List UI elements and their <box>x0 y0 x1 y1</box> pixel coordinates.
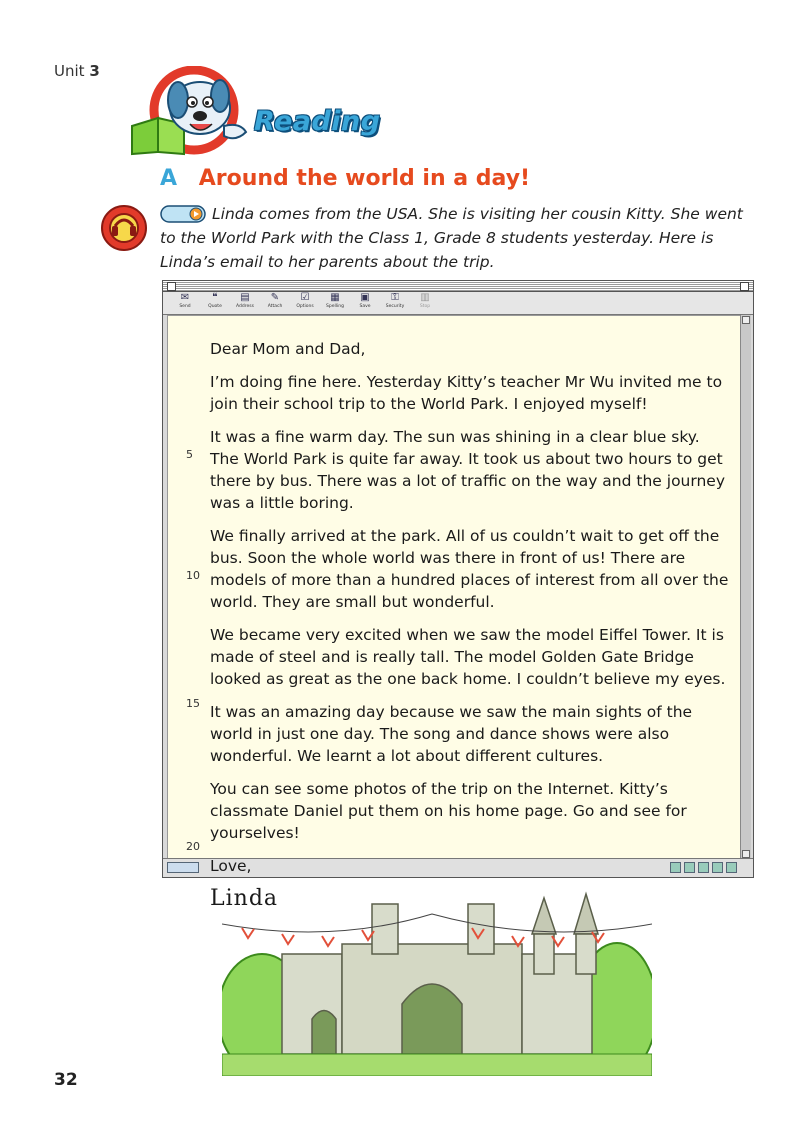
stop-icon: ▥ <box>420 292 430 303</box>
email-content <box>210 338 730 921</box>
scroll-down-icon[interactable] <box>742 850 750 858</box>
email-paragraph: I’m doing fine here. Yesterday Kitty’s teacher Mr Wu invited me to join their school trip to the World Park. I enjoyed myself! <box>210 373 723 413</box>
page-number: 32 <box>54 1070 78 1090</box>
heading-title: Around the world in a day! <box>198 166 531 191</box>
page-heading <box>160 166 530 191</box>
vertical-scrollbar[interactable] <box>740 315 751 859</box>
email-paragraph: It was an amazing day because we saw the main sights of the world in just one day. The song and dance shows were also wonderful. We learnt a lot about different cultures. <box>210 703 693 765</box>
audio-cd-icon[interactable] <box>100 204 148 252</box>
section-title: Reading <box>254 106 381 137</box>
toolbar-stop-button[interactable]: ▥ Stop <box>419 292 431 309</box>
email-toolbar <box>163 292 753 315</box>
toolbar-send-button[interactable]: ✉ Send <box>179 292 191 309</box>
email-greeting: Dear Mom and Dad, <box>210 340 366 358</box>
line-number: 20 <box>186 840 200 853</box>
spelling-icon: ▦ <box>330 292 340 303</box>
intro-text: Linda comes from the USA. She is visiting her cousin Kitty. She went to the World Park with the Class 1, Grade 8 students yesterday. Here is Linda’s email to her parents about the trip. <box>160 205 743 271</box>
toolbar-security-button[interactable]: ⚿ Security <box>385 292 405 309</box>
toolbar-quote-button[interactable]: ❝ Quote <box>208 292 222 309</box>
address-book-icon: ▤ <box>240 292 250 303</box>
email-paragraph: We finally arrived at the park. All of us couldn’t wait to get off the bus. Soon the whole world was there in front of us! There are models of more than a hundred places of interest from all over the world. They are small but wonderful. <box>210 527 729 611</box>
email-closing: Love, <box>210 857 252 875</box>
unit-label: Unit 3 <box>54 62 100 80</box>
section-letter: A <box>160 166 178 191</box>
toolbar-address-button[interactable]: ▤ Address <box>236 292 254 309</box>
save-icon: ▣ <box>360 292 370 303</box>
toolbar-spelling-button[interactable]: ▦ Spelling <box>326 292 344 309</box>
line-number: 5 <box>186 448 193 461</box>
line-number: 15 <box>186 697 200 710</box>
unit-number: 3 <box>89 62 100 80</box>
toolbar-attach-button[interactable]: ✎ Attach <box>267 292 283 309</box>
send-icon: ✉ <box>180 292 190 303</box>
castle-illustration <box>222 884 652 1076</box>
quote-icon: ❝ <box>212 292 218 303</box>
window-titlebar <box>163 281 753 292</box>
email-paragraph: We became very excited when we saw the model Eiffel Tower. It is made of steel and is really tall. The model Golden Gate Bridge looked as great as the one back home. I couldn’t believe my eyes. <box>210 626 726 688</box>
security-icon: ⚿ <box>391 292 399 303</box>
close-box-icon[interactable] <box>167 282 176 291</box>
email-signature: Linda <box>210 886 279 911</box>
dog-mascot-icon <box>128 66 268 156</box>
paperclip-icon: ✎ <box>270 292 280 303</box>
scroll-up-icon[interactable] <box>742 316 750 324</box>
email-paragraph: It was a fine warm day. The sun was shining in a clear blue sky. The World Park is quite far away. It took us about two hours to get there by bus. There was a lot of traffic on the way and the journey was a little boring. <box>210 428 726 512</box>
email-paragraph: You can see some photos of the trip on the Internet. Kitty’s classmate Daniel put them on his home page. Go and see for yourselves! <box>210 780 687 842</box>
toolbar-save-button[interactable]: ▣ Save <box>359 292 371 309</box>
zoom-box-icon[interactable] <box>740 282 749 291</box>
line-number: 10 <box>186 569 200 582</box>
security-status-icon[interactable] <box>167 862 199 873</box>
toolbar-options-button[interactable]: ☑ Options <box>296 292 314 309</box>
options-icon: ☑ <box>300 292 310 303</box>
